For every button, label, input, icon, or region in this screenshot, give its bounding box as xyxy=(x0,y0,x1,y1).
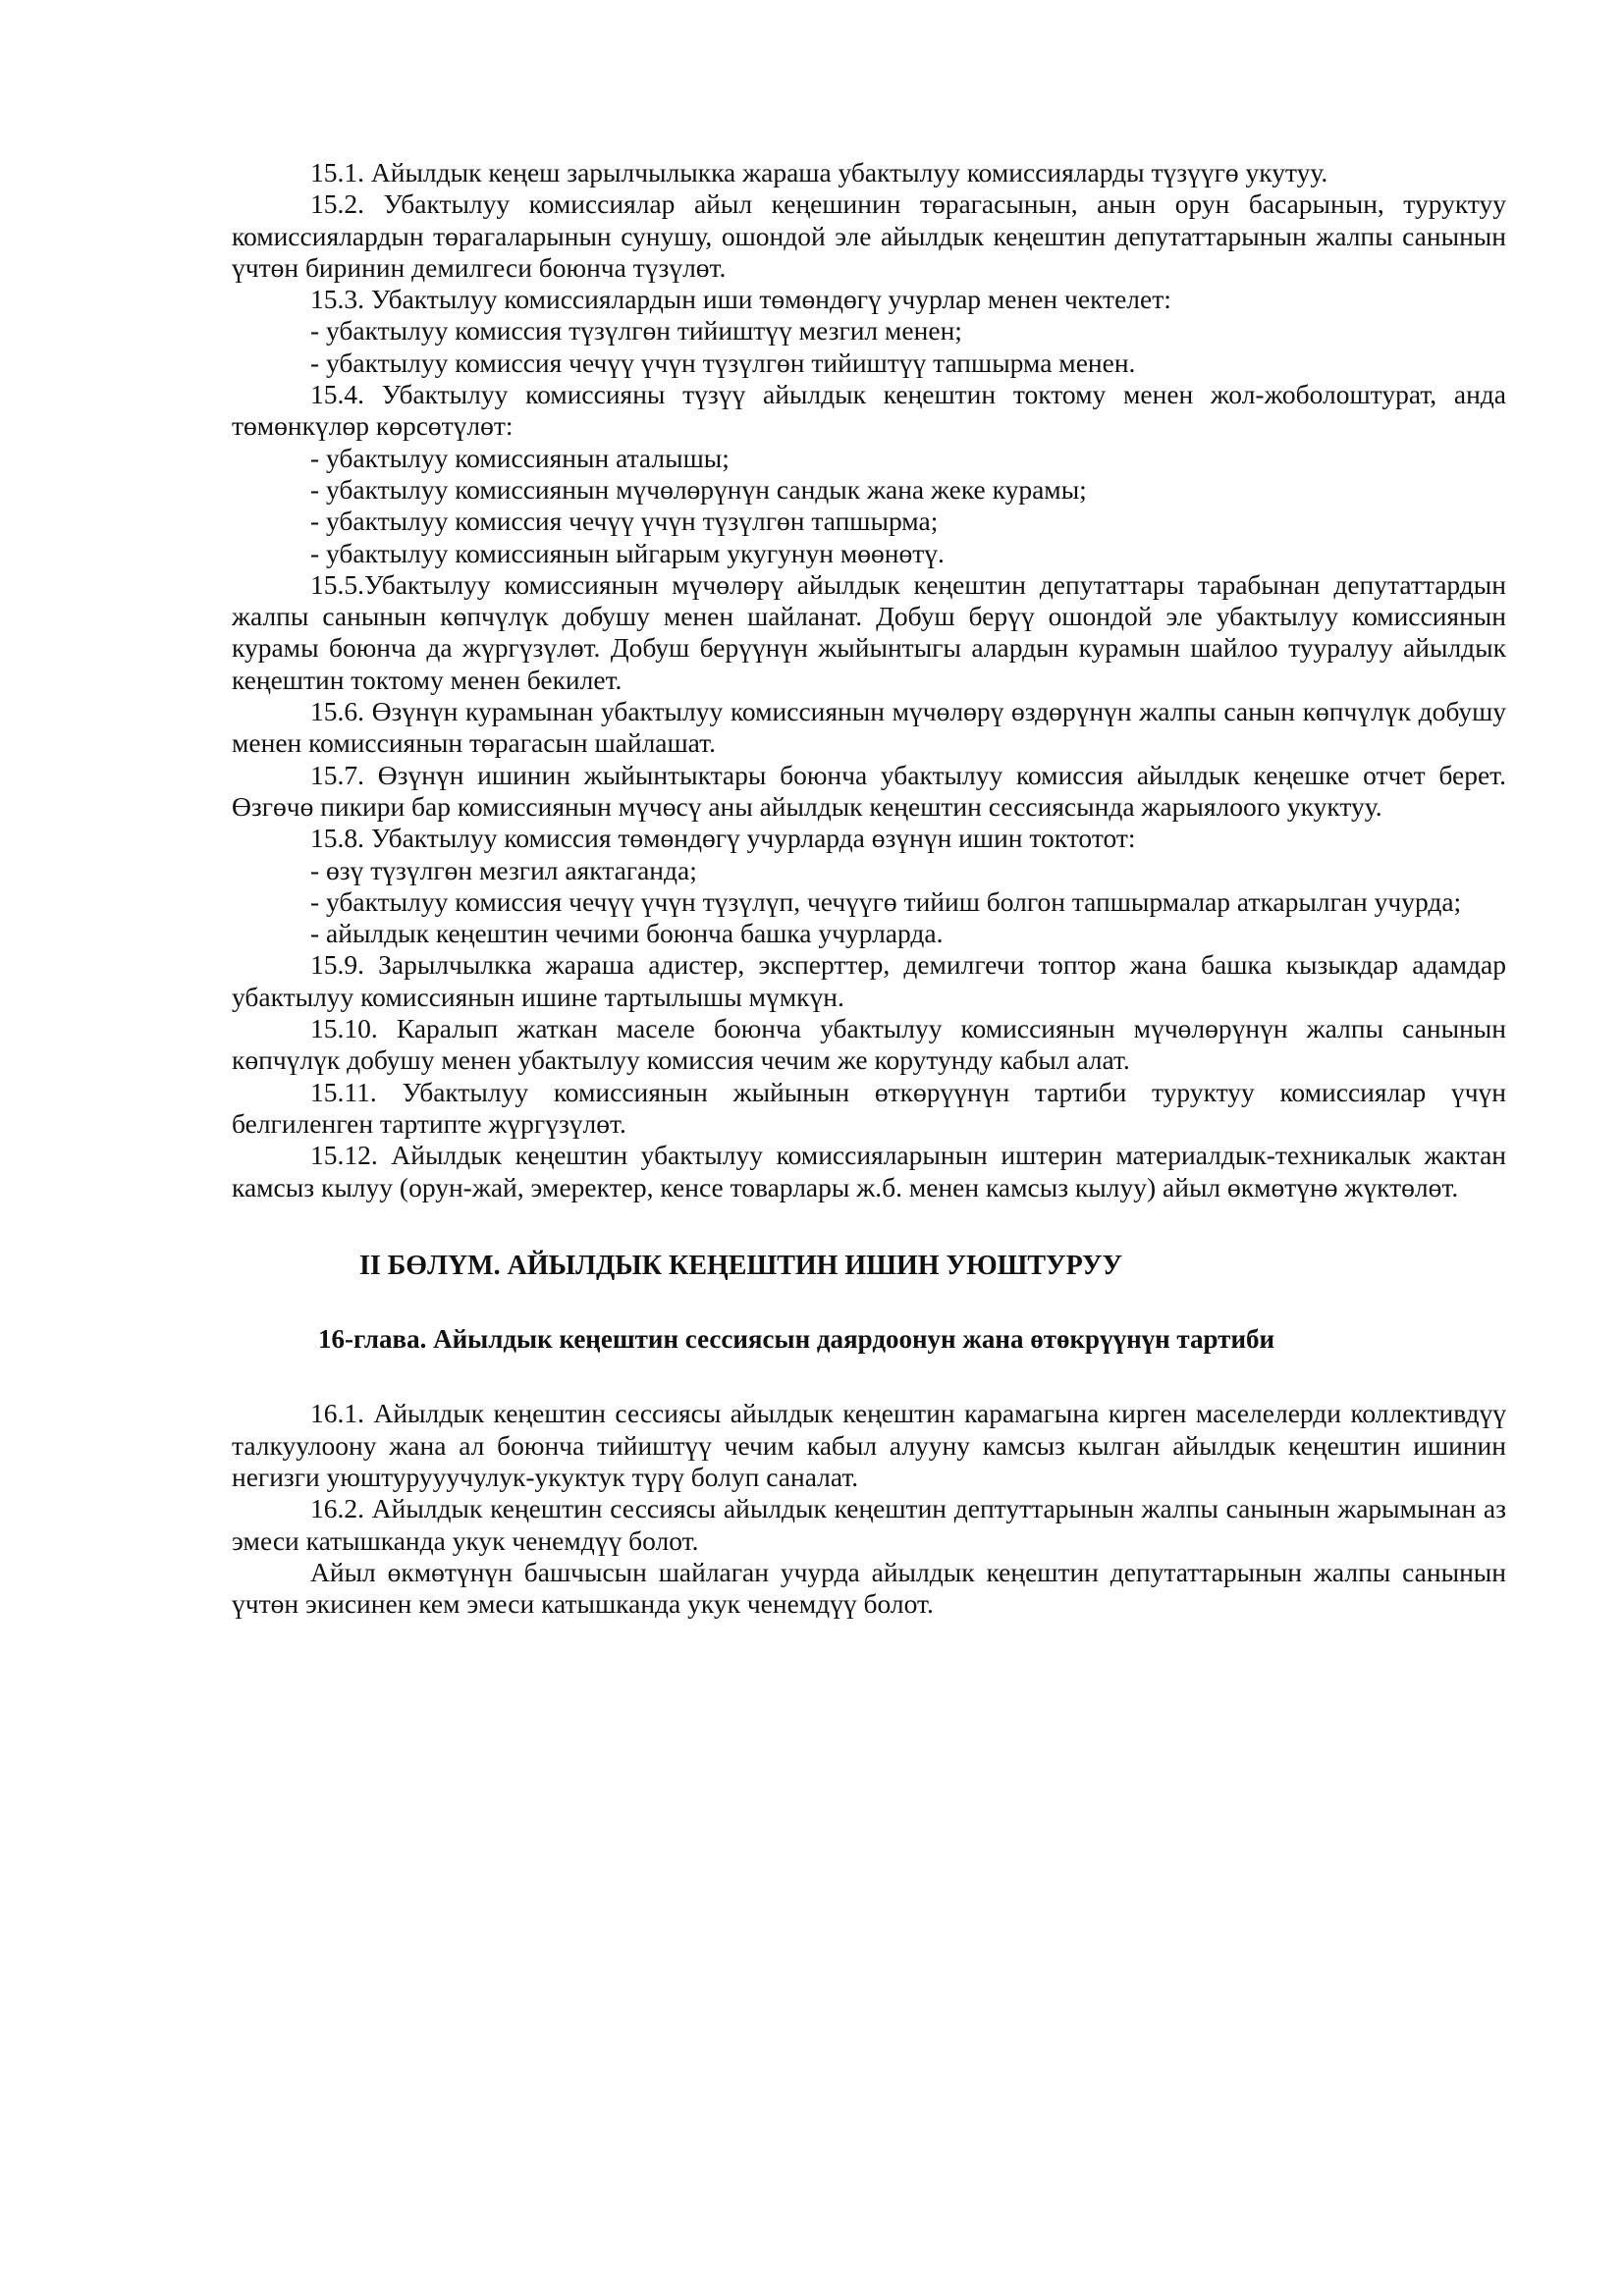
clause-15-6: 15.6. Өзүнүн курамынан убактылуу комиссиянын мүчөлөрү өздөрүнүн жалпы санын көпчүлүк добушу менен комиссиянын төрагасын шайлашат. xyxy=(232,696,1506,759)
section-heading: II БӨЛҮМ. АЙЫЛДЫК КЕҢЕШТИН ИШИН УЮШТУРУУ xyxy=(359,1250,1123,1281)
clause-15-4: 15.4. Убактылуу комиссияны түзүү айылдык кеңештин токтому менен жол-жоболоштурат, анда төмөнкүлөр көрсөтүлөт: xyxy=(232,379,1506,442)
clause-16-2: 16.2. Айылдык кеңештин сессиясы айылдык кеңештин дептуттарынын жалпы санынын жарымынан аз эмеси катышканда укук ченемдүү болот. xyxy=(232,1493,1506,1556)
list-item: - убактылуу комиссия чечүү үчүн түзүлгөн тийиштүү тапшырма менен. xyxy=(310,347,1136,378)
list-item: - убактылуу комиссия түзүлгөн тийиштүү мезгил менен; xyxy=(310,315,962,347)
clause-15-5: 15.5.Убактылуу комиссиянын мүчөлөрү айылдык кеңештин депутаттары тарабынан депутаттардын жалпы санынын көпчүлүк добушу менен шайланат. Добуш берүү ошондой эле убактылуу комиссиянын курамы боюнча да жүргүзүлөт. Добуш берүүнүн жыйынтыгы алардын курамын шайлоо тууралуу айылдык кеңештин токтому менен бекилет. xyxy=(232,568,1506,695)
list-item: - айылдык кеңештин чечими боюнча башка учурларда. xyxy=(310,918,944,949)
list-item: - убактылуу комиссиянын ыйгарым укугунун мөөнөтү. xyxy=(310,537,945,568)
clause-15-11: 15.11. Убактылуу комиссиянын жыйынын өткөрүүнүн тартиби туруктуу комиссиялар үчүн белгиленген тартипте жүргүзүлөт. xyxy=(232,1076,1506,1139)
clause-16-2-continuation: Айыл өкмөтүнүн башчысын шайлаган учурда айылдык кеңештин депутаттарынын жалпы санынын үчтөн экисинен кем эмеси катышканда укук ченемдүү болот. xyxy=(232,1556,1506,1620)
list-item: - убактылуу комиссия чечүү үчүн түзүлүп, чечүүгө тийиш болгон тапшырмалар аткарылган учурда; xyxy=(310,885,1462,917)
clause-15-1: 15.1. Айылдык кеңеш зарылчылыкка жараша убактылуу комиссияларды түзүүгө укутуу. xyxy=(310,157,1328,187)
chapter-heading: 16-глава. Айылдык кеңештин сессиясын даярдоонун жана өтөкрүүнүн тартиби xyxy=(318,1324,1275,1355)
clause-15-12: 15.12. Айылдык кеңештин убактылуу комиссияларынын иштерин материалдык-техникалык жактан камсыз кылуу (орун-жай, эмеректер, кенсе товарлары ж.б. менен камсыз кылуу) айыл өкмөтүнө жүктөлөт. xyxy=(232,1140,1506,1202)
list-item: - убактылуу комиссия чечүү үчүн түзүлгөн тапшырма; xyxy=(310,506,939,537)
clause-15-2: 15.2. Убактылуу комиссиялар айыл кеңешинин төрагасынын, анын орун басарынын, туруктуу комиссиялардын төрагаларынын сунушу, ошондой эле айылдык кеңештин депутаттарынын жалпы санынын үчтөн биринин демилгеси боюнча түзүлөт. xyxy=(232,188,1506,283)
chapter-15-body xyxy=(232,157,1506,1203)
list-item: - өзү түзүлгөн мезгил аяктаганда; xyxy=(310,854,697,885)
clause-15-7: 15.7. Өзүнүн ишинин жыйынтыктары боюнча убактылуу комиссия айылдык кеңешке отчет берет. Өзгөчө пикири бар комиссиянын мүчөсү аны айылдык кеңештин сессиясында жарыялоого укуктуу. xyxy=(232,759,1506,822)
clause-15-3: 15.3. Убактылуу комиссиялардын иши төмөндөгү учурлар менен чектелет: xyxy=(310,284,1171,315)
clause-15-10: 15.10. Каралып жаткан маселе боюнча убактылуу комиссиянын мүчөлөрүнүн жалпы санынын көпчүлүк добушу менен убактылуу комиссия чечим же корутунду кабыл алат. xyxy=(232,1013,1506,1076)
clause-16-1: 16.1. Айылдык кеңештин сессиясы айылдык кеңештин карамагына кирген маселелерди коллективдүү талкуулоону жана ал боюнча тийиштүү чечим кабыл алууну камсыз кылган айылдык кеңештин ишинин негизги уюштурууучулук-укуктук түрү болуп саналат. xyxy=(232,1398,1506,1492)
chapter-16-body xyxy=(232,1398,1506,1620)
document-page xyxy=(232,157,1506,1620)
list-item: - убактылуу комиссиянын мүчөлөрүнүн сандык жана жеке курамы; xyxy=(310,473,1087,505)
list-item: - убактылуу комиссиянын аталышы; xyxy=(310,442,730,473)
clause-15-9: 15.9. Зарылчылкка жараша адистер, эксперттер, демилгечи топтор жана башка кызыкдар адамдар убактылуу комиссиянын ишине тартылышы мүмкүн. xyxy=(232,949,1506,1012)
clause-15-8: 15.8. Убактылуу комиссия төмөндөгү учурларда өзүнүн ишин токтотот: xyxy=(310,823,1136,854)
